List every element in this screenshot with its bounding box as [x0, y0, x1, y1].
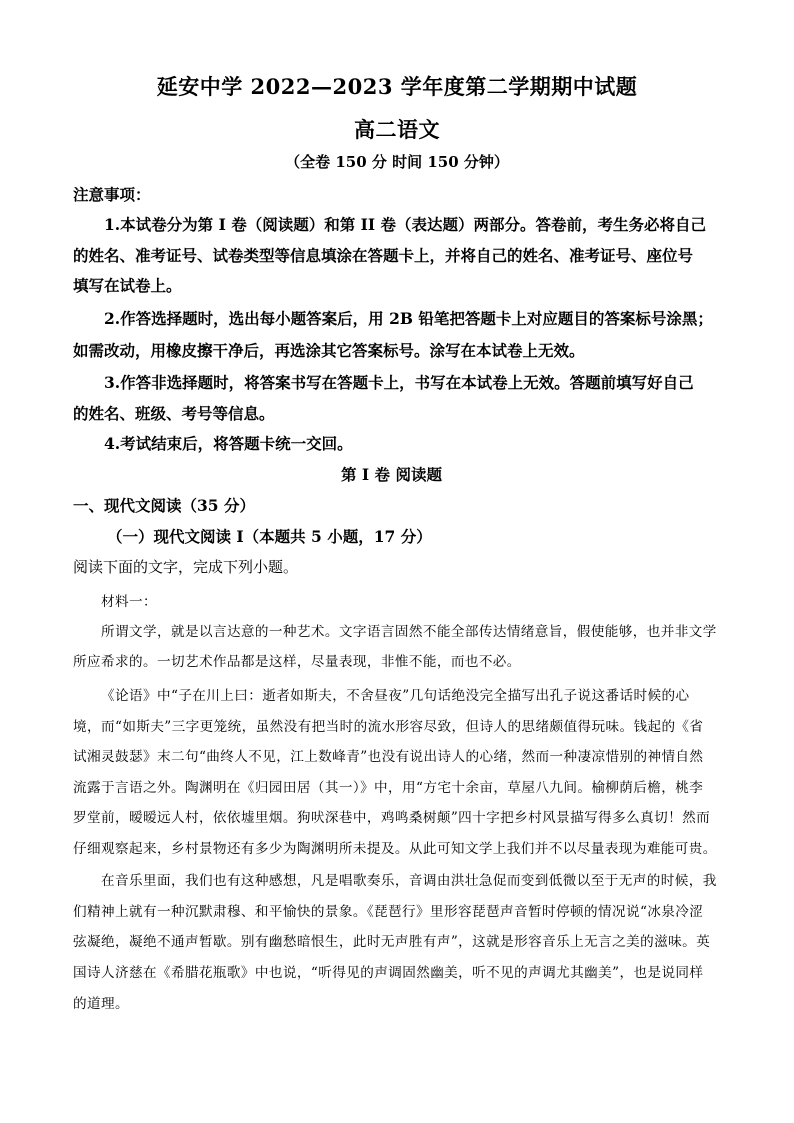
notice-item-3-line-1: 3.作答非选择题时，将答案书写在答题卡上，书写在本试卷上无效。答题前填写好自己	[104, 373, 694, 392]
passage-p3-line-4: 国诗人济慈在《希腊花瓶歌》中也说，“听得见的声调固然幽美，听不见的声调尤其幽美”，也是说同样	[73, 965, 704, 981]
notice-heading: 注意事项：	[73, 185, 151, 204]
notice-item-2-line-1: 2.作答选择题时，选出每小题答案后，用 2B 铅笔把答题卡上对应题目的答案标号涂黑；	[104, 309, 713, 328]
material-label: 材料一：	[101, 594, 157, 610]
question-1-heading: 一、现代文阅读（35 分）	[73, 496, 255, 515]
passage-p2-line-4: 流露于言语之外。陶渊明在《归园田居（其一）》中，用“方宅十余亩，草屋八九间。榆柳荫后檐，桃李	[73, 780, 704, 796]
passage-p3-line-2: 们精神上就有一种沉默肃穆、和平愉快的景象。《琵琶行》里形容琵琶声音暂时停顿的情况说“冰泉冷涩	[73, 904, 704, 920]
passage-p3-line-1: 在音乐里面，我们也有这种感想，凡是唱歌奏乐，音调由洪壮急促而变到低微以至于无声的时候，我	[101, 873, 717, 889]
passage-p1-line-1: 所谓文学，就是以言达意的一种艺术。文字语言固然不能全部传达情绪意旨，假使能够，也并非文学	[101, 624, 717, 640]
passage-p2-line-1: 《论语》中“子在川上曰：逝者如斯夫，不舍昼夜”几句话绝没完全描写出孔子说这番话时候的心	[101, 688, 690, 704]
notice-item-1-line-2: 的姓名、准考证号、试卷类型等信息填涂在答题卡上，并将自己的姓名、准考证号、座位号	[73, 246, 694, 265]
notice-item-1-line-1: 1.本试卷分为第 I 卷（阅读题）和第 II 卷（表达题）两部分。答卷前，考生务必将自己	[104, 215, 707, 234]
exam-info: （全卷 150 分 时间 150 分钟）	[285, 153, 509, 171]
exam-title: 延安中学 2022—2023 学年度第二学期期中试题	[156, 74, 638, 99]
passage-p3-line-5: 的道理。	[73, 996, 129, 1012]
notice-item-1-line-3: 填写在试卷上。	[73, 276, 182, 295]
part-title: 第 I 卷 阅读题	[341, 465, 442, 484]
reading-instruction: 阅读下面的文字，完成下列小题。	[73, 558, 299, 576]
passage-p2-line-2: 境，而“如斯夫”三字更笼统，虽然没有把当时的流水形容尽致，但诗人的思绪颇值得玩味。钱起的《省	[73, 719, 704, 735]
passage-p3-line-3: 弦凝绝，凝绝不通声暂歇。别有幽愁暗恨生，此时无声胜有声”，这就是形容音乐上无言之美的滋味。英	[73, 934, 711, 950]
passage-p2-line-5: 罗堂前，暧暧远人村，依依墟里烟。狗吠深巷中，鸡鸣桑树颠”四十字把乡村风景描写得多么真切！然而	[73, 810, 711, 826]
question-1-subheading: （一）现代文阅读 I（本题共 5 小题，17 分）	[107, 527, 432, 546]
notice-item-2-line-2: 如需改动，用橡皮擦干净后，再选涂其它答案标号。涂写在本试卷上无效。	[73, 341, 585, 360]
passage-p1-line-2: 所应希求的。一切艺术作品都是这样，尽量表现，非惟不能，而也不必。	[73, 654, 521, 670]
subject-title: 高二语文	[354, 117, 440, 142]
passage-p2-line-6: 仔细观察起来，乡村景物还有多少为陶渊明所未提及。从此可知文学上我们并不以尽量表现为难能可贵。	[73, 841, 717, 857]
notice-item-4: 4.考试结束后，将答题卡统一交回。	[104, 434, 353, 453]
notice-item-3-line-2: 的姓名、班级、考号等信息。	[73, 404, 275, 423]
passage-p2-line-3: 试湘灵鼓瑟》末二句“曲终人不见，江上数峰青”也没有说出诗人的心绪，然而一种凄凉惜别的神情自然	[73, 749, 704, 765]
